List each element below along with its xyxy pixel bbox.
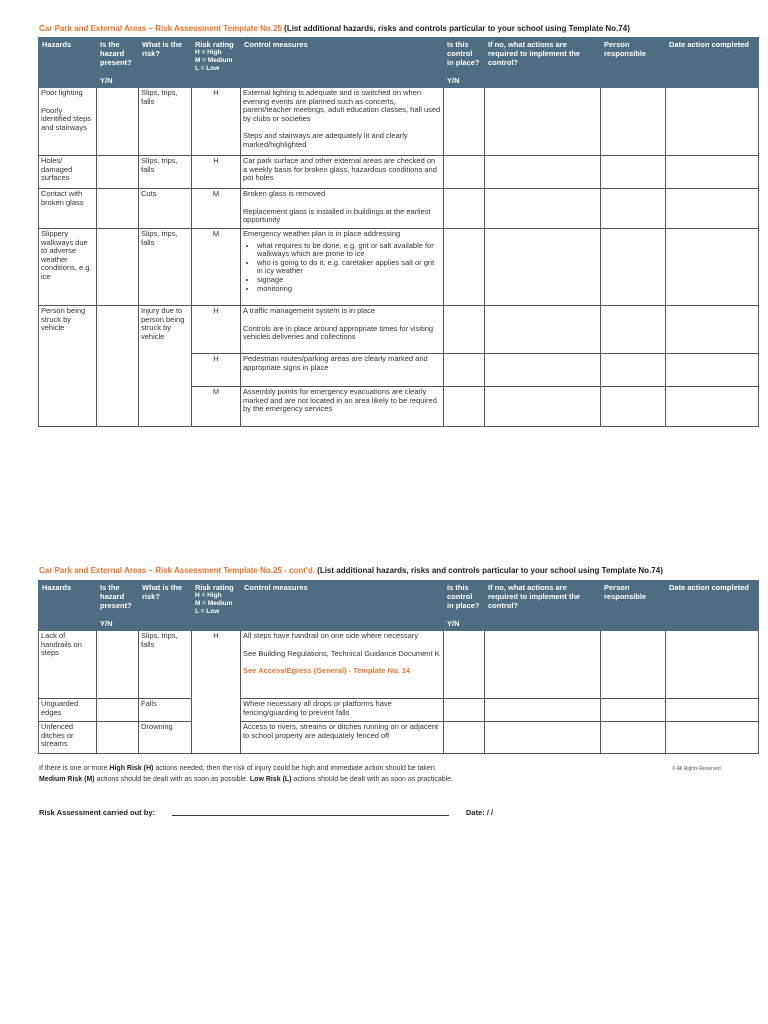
control-cell: Pedestrian routes/parking areas are clearly marked and appropriate signs in place [241, 354, 444, 387]
hazard-cell: Contact with broken glass [39, 189, 97, 229]
control-cell: Assembly points for emergency evacuations are clearly marked and are not located in an area likely to be required by the emergency services [241, 387, 444, 427]
risk-rating-cell: H [192, 88, 241, 156]
col-risk-rating: Risk rating H = High M = Medium L = Low [192, 581, 241, 631]
person-cell[interactable] [601, 354, 666, 387]
control-cell: External lighting is adequate and is switched on when evening events are planned such as concerts, parent/teacher meetings, adult education classes, hall used by clubs or societies Steps and stairways are adequately lit and clearly marked/highlighted [241, 88, 444, 156]
col-person-responsible: Person responsible [601, 38, 666, 88]
date-field[interactable]: Date: / / [466, 808, 494, 817]
list-item: • monitoring [257, 285, 441, 294]
date-cell[interactable] [666, 189, 759, 229]
table-row [39, 229, 759, 306]
date-cell[interactable] [666, 387, 759, 427]
risk-rating-cell: H [192, 631, 241, 754]
person-cell[interactable] [601, 387, 666, 427]
actions-cell[interactable] [485, 387, 601, 427]
section2-title-note: (List additional hazards, risks and controls particular to your school using Template No.74) [314, 566, 663, 575]
table-header-row [39, 38, 759, 88]
col-actions-required: If no, what actions are required to implement the control? [485, 38, 601, 88]
in-place-cell[interactable] [444, 631, 485, 699]
date-cell[interactable] [666, 631, 759, 699]
in-place-cell[interactable] [444, 88, 485, 156]
signature-line[interactable] [172, 815, 449, 816]
date-cell[interactable] [666, 156, 759, 189]
hazard-cell: Lack of handrails on steps [39, 631, 97, 699]
table-row [39, 722, 759, 754]
carried-out-by-label: Risk Assessment carried out by: [39, 808, 156, 817]
person-cell[interactable] [601, 189, 666, 229]
control-bullet-list [243, 242, 441, 294]
risk-rating-cell: M [192, 229, 241, 306]
col-control-in-place: Is this control in place? Y/N [444, 38, 485, 88]
risk-guidance-high: If there is one or more High Risk (H) actions needed, then the risk of injury could be high and immediate action should be taken. [39, 765, 437, 772]
actions-cell[interactable] [485, 229, 601, 306]
date-cell[interactable] [666, 722, 759, 754]
risk-table-1 [38, 37, 759, 427]
col-hazard-present: Is the hazard present? Y/N [97, 38, 139, 88]
risk-rating-cell: M [192, 387, 241, 427]
actions-cell[interactable] [485, 156, 601, 189]
person-cell[interactable] [601, 156, 666, 189]
person-cell[interactable] [601, 631, 666, 699]
actions-cell[interactable] [485, 699, 601, 722]
in-place-cell[interactable] [444, 189, 485, 229]
hazard-present-cell[interactable] [97, 229, 139, 306]
col-control-measures: Control measures [241, 581, 444, 631]
hazard-cell: Person being struck by vehicle [39, 306, 97, 427]
table-header-row [39, 581, 759, 631]
risk-rating-cell: H [192, 306, 241, 354]
risk-cell: Slips, trips, falls [139, 156, 192, 189]
risk-rating-cell: H [192, 156, 241, 189]
section1-title [39, 24, 630, 33]
person-cell[interactable] [601, 229, 666, 306]
col-hazards: Hazards [39, 581, 97, 631]
hazard-cell: Unfenced ditches or streams [39, 722, 97, 754]
risk-cell: Drowning [139, 722, 192, 754]
hazard-cell: Holes/ damaged surfaces [39, 156, 97, 189]
in-place-cell[interactable] [444, 722, 485, 754]
table-row [39, 88, 759, 156]
risk-table-2 [38, 580, 759, 754]
col-person-responsible: Person responsible [601, 581, 666, 631]
risk-cell: Falls [139, 699, 192, 722]
col-date-completed: Date action completed [666, 581, 759, 631]
col-control-measures: Control measures [241, 38, 444, 88]
risk-guidance-medium-low: Medium Risk (M) actions should be dealt with as soon as possible. Low Risk (L) actions should be dealt with as soon as practicable. [39, 776, 454, 783]
date-cell[interactable] [666, 354, 759, 387]
date-cell[interactable] [666, 699, 759, 722]
control-cell: Access to rivers, streams or ditches running on or adjacent to school property are adequately fenced off [241, 722, 444, 754]
hazard-present-cell[interactable] [97, 722, 139, 754]
risk-cell: Slips, trips, falls [139, 88, 192, 156]
in-place-cell[interactable] [444, 354, 485, 387]
col-date-completed: Date action completed [666, 38, 759, 88]
hazard-cell: Slippery walkways due to adverse weather conditions, e.g. ice [39, 229, 97, 306]
hazard-present-cell[interactable] [97, 631, 139, 699]
table-row [39, 699, 759, 722]
col-risk: What is the risk? [139, 581, 192, 631]
control-cell: A traffic management system is in place Controls are in place around appropriate times for visiting vehicles deliveries and collections [241, 306, 444, 354]
section1-title-main: Car Park and External Areas – Risk Assessment Template No.25 [39, 24, 282, 33]
risk-cell: Cuts [139, 189, 192, 229]
section2-title-main: Car Park and External Areas – Risk Assessment Template No.25 - cont'd. [39, 566, 315, 575]
actions-cell[interactable] [485, 306, 601, 354]
person-cell[interactable] [601, 88, 666, 156]
hazard-present-cell[interactable] [97, 156, 139, 189]
col-risk-rating: Risk rating H = High M = Medium L = Low [192, 38, 241, 88]
person-cell[interactable] [601, 306, 666, 354]
hazard-present-cell[interactable] [97, 699, 139, 722]
risk-rating-cell: H [192, 354, 241, 387]
col-hazards: Hazards [39, 38, 97, 88]
table-row [39, 631, 759, 699]
col-control-in-place: Is this control in place? Y/N [444, 581, 485, 631]
section2-title [39, 566, 663, 575]
actions-cell[interactable] [485, 354, 601, 387]
table-row [39, 156, 759, 189]
in-place-cell[interactable] [444, 699, 485, 722]
hazard-present-cell[interactable] [97, 189, 139, 229]
control-cell: All steps have handrail on one side where necessary See Building Regulations, Technical Guidance Document K See Access/Egress (General) - Template No. 14 [241, 631, 444, 699]
actions-cell[interactable] [485, 722, 601, 754]
actions-cell[interactable] [485, 88, 601, 156]
in-place-cell[interactable] [444, 306, 485, 354]
table-row [39, 189, 759, 229]
in-place-cell[interactable] [444, 156, 485, 189]
col-risk: What is the risk? [139, 38, 192, 88]
control-cell: Car park surface and other external areas are checked on a weekly basis for broken glass, hazardous conditions and pot holes [241, 156, 444, 189]
template-reference-link: See Access/Egress (General) - Template No. 14 [243, 666, 411, 676]
in-place-cell[interactable] [444, 387, 485, 427]
list-item: • signage [257, 276, 441, 285]
control-cell: Emergency weather plan is in place addressing • what requires to be done, e.g. grit or salt available for walkways which are prone to ice • who is going to do it, e.g. caretaker applies salt or grit in icy weather • signage • monitoring [241, 229, 444, 306]
date-cell[interactable] [666, 229, 759, 306]
control-cell: Where necessary all drops or platforms have fencing/guarding to prevent falls [241, 699, 444, 722]
table-row [39, 306, 759, 354]
col-actions-required: If no, what actions are required to implement the control? [485, 581, 601, 631]
risk-cell: Slips, trips, falls [139, 631, 192, 699]
risk-rating-cell: M [192, 189, 241, 229]
risk-cell: Slips, trips, falls [139, 229, 192, 306]
person-cell[interactable] [601, 699, 666, 722]
risk-cell: Injury due to person being struck by vehicle [139, 306, 192, 427]
list-item: • who is going to do it, e.g. caretaker applies salt or grit in icy weather [257, 259, 441, 276]
actions-cell[interactable] [485, 189, 601, 229]
hazard-cell: Unguarded edges [39, 699, 97, 722]
hazard-present-cell[interactable] [97, 88, 139, 156]
control-cell: Broken glass is removed Replacement glass is installed in buildings at the earliest opportunity [241, 189, 444, 229]
in-place-cell[interactable] [444, 229, 485, 306]
hazard-present-cell[interactable] [97, 306, 139, 427]
person-cell[interactable] [601, 722, 666, 754]
date-cell[interactable] [666, 306, 759, 354]
hazard-cell: Poor lighting Poorly identified steps and stairways [39, 88, 97, 156]
actions-cell[interactable] [485, 631, 601, 699]
list-item: • what requires to be done, e.g. grit or salt available for walkways which are prone to ice [257, 242, 441, 259]
date-cell[interactable] [666, 88, 759, 156]
section1-title-note: (List additional hazards, risks and controls particular to your school using Template No.74) [281, 24, 630, 33]
copyright-notice: © All Rights Reserved [672, 766, 721, 772]
col-hazard-present: Is the hazard present? Y/N [97, 581, 139, 631]
